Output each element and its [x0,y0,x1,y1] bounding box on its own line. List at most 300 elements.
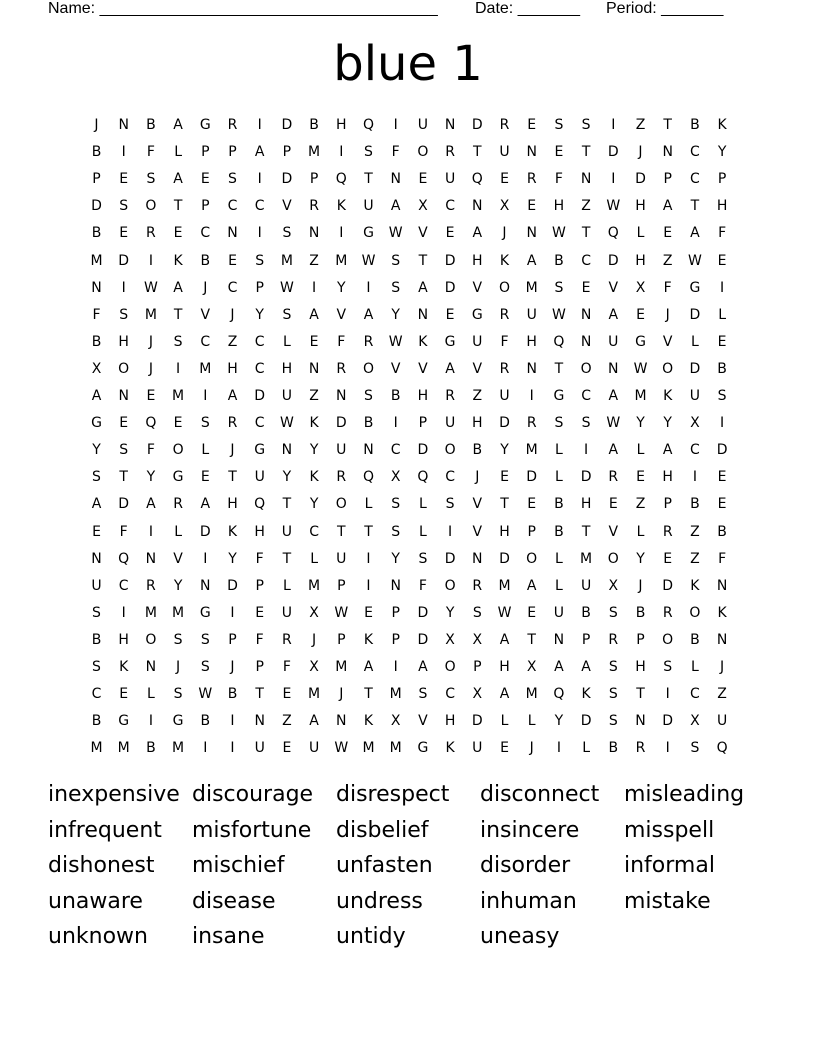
grid-letter: N [662,144,673,161]
grid-letter: X [690,713,700,730]
grid-letter: L [527,713,536,730]
page-title: blue 1 [333,36,483,92]
grid-letter: K [173,252,183,269]
grid-letter: V [418,713,428,730]
grid-letter: R [445,388,455,404]
grid-letter: R [227,117,238,133]
grid-letter: N [390,171,401,188]
grid-letter: I [529,388,534,404]
grid-letter: Q [362,469,375,486]
word-bank-item: informal [624,853,715,879]
grid-letter: N [281,442,293,459]
grid-letter: E [364,604,373,621]
grid-letter: T [473,144,482,161]
grid-letter: D [254,388,266,404]
grid-letter: Y [391,550,400,567]
grid-letter: J [148,333,153,350]
grid-letter: I [339,225,344,242]
grid-letter: C [118,577,129,594]
grid-letter: E [173,225,183,242]
grid-letter: N [580,306,592,323]
grid-letter: A [363,659,374,675]
grid-letter: N [716,577,728,594]
grid-letter: B [200,252,211,269]
grid-letter: E [119,686,129,703]
grid-letter: N [254,713,265,730]
grid-letter: E [445,225,455,242]
grid-letter: T [119,469,128,486]
grid-letter: O [444,442,456,459]
grid-letter: B [227,686,238,703]
grid-letter: Z [472,388,483,404]
grid-letter: K [363,631,374,648]
grid-letter: I [121,279,126,296]
grid-letter: M [280,252,293,269]
grid-letter: B [554,523,564,540]
grid-letter: L [554,469,563,486]
grid-letter: F [718,550,727,567]
grid-letter: T [364,686,373,703]
grid-letter: A [690,225,700,242]
grid-letter: S [608,713,618,730]
grid-letter: I [366,577,371,594]
grid-letter: Y [255,306,264,323]
word-bank-item: mischief [192,853,285,879]
grid-letter: K [309,415,319,432]
grid-letter: G [118,713,130,730]
grid-letter: M [335,659,348,675]
word-bank-item: misspell [624,817,715,843]
word-bank-item: insincere [480,817,580,843]
grid-letter: H [716,198,728,215]
grid-letter: X [309,659,319,675]
grid-letter: M [144,604,157,621]
grid-letter: L [418,523,427,540]
word-bank-item: disrespect [336,782,450,807]
grid-letter: W [279,415,294,432]
grid-letter: D [444,550,456,567]
grid-letter: O [145,198,157,215]
grid-letter: S [472,604,482,621]
grid-letter: T [255,686,264,703]
grid-letter: S [255,252,265,269]
grid-letter: W [551,225,566,242]
grid-letter: E [92,523,101,540]
grid-letter: H [526,333,537,350]
grid-letter: Y [500,442,509,459]
grid-letter: B [635,604,646,621]
grid-letter: O [444,577,456,594]
grid-letter: O [689,604,701,621]
grid-letter: I [448,523,453,540]
grid-letter: O [662,360,674,377]
grid-letter: C [690,144,700,161]
word-bank-item: insane [192,924,265,950]
grid-letter: A [418,279,428,296]
grid-letter: T [364,523,373,540]
grid-letter: Y [228,550,237,567]
grid-letter: Q [417,469,429,486]
grid-letter: S [228,171,237,188]
grid-letter: N [608,360,619,377]
grid-letter: N [526,360,537,377]
grid-letter: M [172,604,185,621]
word-bank-item: discourage [192,782,314,807]
grid-letter: P [391,631,400,648]
grid-letter: L [418,496,427,513]
grid-letter: S [92,469,101,486]
grid-letter: E [608,496,618,513]
grid-letter: L [554,550,563,567]
word-bank-item: disconnect [480,782,600,807]
grid-letter: H [635,198,646,215]
grid-letter: N [308,225,320,242]
grid-letter: L [636,442,645,459]
grid-letter: L [500,713,509,730]
grid-letter: N [635,713,646,730]
grid-letter: U [444,415,456,432]
grid-letter: N [227,225,238,242]
grid-letter: H [227,360,238,377]
grid-letter: P [418,415,428,432]
grid-letter: I [203,740,208,757]
grid-letter: F [500,333,509,350]
grid-letter: X [309,604,319,621]
grid-letter: B [146,117,156,133]
grid-letter: H [635,659,646,675]
grid-letter: T [663,117,672,133]
grid-letter: C [254,360,265,377]
grid-letter: I [230,713,235,730]
grid-letter: B [717,360,727,377]
grid-letter: D [607,144,619,161]
grid-letter: D [335,415,347,432]
grid-letter: W [551,306,566,323]
grid-letter: S [391,279,401,296]
grid-letter: K [309,469,319,486]
grid-letter: M [525,279,538,296]
grid-letter: J [529,740,534,757]
grid-letter: J [339,686,344,703]
grid-letter: I [230,740,235,757]
grid-letter: P [309,171,319,188]
grid-letter: W [361,252,376,269]
grid-letter: B [608,740,619,757]
grid-letter: X [445,631,455,648]
grid-letter: S [200,659,210,675]
grid-letter: R [227,415,238,432]
grid-letter: I [257,171,262,188]
grid-letter: K [663,388,673,404]
grid-letter: X [526,659,537,675]
grid-letter: O [662,631,674,648]
grid-letter: M [580,550,593,567]
grid-letter: I [203,388,208,404]
grid-letter: A [526,252,537,269]
grid-letter: S [119,442,129,459]
grid-letter: J [148,360,153,377]
grid-letter: P [255,279,264,296]
grid-letter: R [309,198,319,215]
grid-letter: T [228,469,237,486]
grid-letter: I [393,659,398,675]
grid-letter: B [309,117,319,133]
word-bank-item: inhuman [480,888,577,914]
grid-letter: E [200,469,210,486]
grid-letter: R [336,469,347,486]
grid-letter: A [472,225,483,242]
grid-letter: U [363,198,374,215]
grid-letter: O [498,279,511,296]
grid-letter: C [445,198,455,215]
grid-letter: Z [227,333,238,350]
grid-letter: T [337,523,346,540]
grid-letter: E [717,496,727,513]
grid-letter: V [173,550,183,567]
grid-letter: Q [254,496,266,513]
grid-letter: R [146,225,156,242]
grid-letter: I [148,713,153,730]
grid-letter: U [91,577,102,594]
grid-letter: L [282,333,291,350]
grid-letter: S [282,225,292,242]
grid-letter: E [200,171,210,188]
grid-letter: K [418,333,428,350]
grid-letter: Q [716,740,728,757]
grid-letter: D [716,442,728,459]
grid-letter: Y [663,415,672,432]
word-bank-item: infrequent [48,817,162,843]
grid-letter: D [281,117,293,133]
grid-letter: N [200,577,211,594]
grid-letter: I [665,740,670,757]
grid-letter: U [608,333,619,350]
grid-letter: Q [145,415,157,432]
grid-letter: F [146,442,155,459]
grid-letter: L [718,306,726,323]
grid-letter: D [281,171,293,188]
grid-letter: P [92,171,101,188]
grid-letter: I [366,550,371,567]
grid-letter: N [145,550,157,567]
grid-letter: Q [607,225,619,242]
grid-letter: U [336,550,347,567]
grid-letter: I [611,117,616,133]
grid-letter: A [581,659,591,675]
grid-letter: Z [717,686,727,703]
grid-letter: N [472,198,483,215]
grid-letter: R [499,360,510,377]
grid-letter: G [91,415,102,432]
grid-letter: B [91,713,102,730]
grid-letter: Z [635,117,646,133]
grid-letter: M [117,740,130,757]
grid-letter: Z [581,198,591,215]
grid-letter: A [499,631,510,648]
grid-letter: I [720,279,725,296]
grid-letter: J [94,117,99,133]
word-bank-item: inexpensive [48,782,180,807]
grid-letter: W [633,360,648,377]
grid-letter: D [118,252,130,269]
grid-letter: Z [635,496,646,513]
grid-letter: P [255,577,264,594]
grid-letter: S [173,333,183,350]
grid-letter: S [608,604,618,621]
grid-letter: B [91,144,102,161]
grid-letter: E [282,686,292,703]
period-field-label: Period: _______ [606,0,724,17]
grid-letter: N [308,360,320,377]
grid-letter: R [526,171,537,188]
grid-letter: U [580,577,592,594]
grid-letter: U [281,523,293,540]
grid-letter: R [499,306,510,323]
grid-letter: V [608,279,619,296]
grid-letter: I [366,279,371,296]
grid-letter: L [554,442,563,459]
grid-letter: N [472,550,483,567]
grid-letter: P [228,144,237,161]
grid-letter: R [173,496,183,513]
grid-letter: A [526,577,537,594]
grid-letter: D [580,713,592,730]
grid-letter: Q [362,117,375,133]
grid-letter: K [717,604,727,621]
grid-letter: G [471,306,483,323]
grid-letter: D [635,171,646,188]
grid-letter: F [554,171,563,188]
grid-letter: W [334,604,349,621]
grid-letter: R [146,577,156,594]
grid-letter: T [364,171,373,188]
grid-letter: A [227,388,238,404]
grid-letter: D [444,252,456,269]
grid-letter: W [143,279,158,296]
grid-letter: Y [717,144,727,161]
grid-letter: T [418,252,428,269]
grid-letter: E [119,225,129,242]
grid-letter: J [475,469,480,486]
grid-letter: N [390,577,401,594]
grid-letter: T [500,496,509,513]
grid-letter: T [527,631,536,648]
grid-letter: T [282,496,292,513]
grid-letter: F [718,225,727,242]
grid-letter: S [554,279,564,296]
grid-letter: G [363,225,374,242]
grid-letter: O [607,550,619,567]
grid-letter: A [363,306,374,323]
grid-letter: G [199,117,211,133]
grid-letter: S [608,686,618,703]
word-bank-item: disbelief [336,817,429,843]
grid-letter: N [716,631,728,648]
grid-letter: V [418,360,428,377]
grid-letter: D [526,469,538,486]
grid-letter: X [91,360,102,377]
grid-letter: E [527,604,537,621]
grid-letter: N [145,659,157,675]
grid-letter: C [254,415,265,432]
grid-letter: B [200,713,211,730]
grid-letter: Y [636,415,645,432]
grid-letter: F [92,306,101,323]
grid-letter: M [199,360,212,377]
grid-letter: M [308,686,321,703]
grid-letter: I [121,604,126,621]
grid-letter: S [391,252,401,269]
grid-letter: D [417,604,429,621]
grid-letter: P [663,496,672,513]
grid-letter: L [364,496,373,513]
grid-letter: G [172,469,184,486]
grid-letter: V [282,198,292,215]
grid-letter: I [339,144,344,161]
grid-letter: Q [471,171,483,188]
grid-letter: R [445,144,455,161]
grid-letter: Y [173,577,183,594]
grid-letter: C [690,442,700,459]
grid-letter: E [663,225,673,242]
grid-letter: T [173,306,183,323]
grid-letter: H [227,496,238,513]
grid-letter: P [717,171,727,188]
grid-letter: E [500,171,509,188]
grid-letter: O [444,659,456,675]
grid-letter: D [662,713,674,730]
grid-letter: X [690,415,700,432]
grid-letter: I [611,171,616,188]
grid-letter: P [391,604,400,621]
grid-letter: H [444,713,456,730]
grid-letter: B [554,496,564,513]
word-bank-item: disorder [480,853,571,879]
grid-letter: K [336,198,346,215]
grid-letter: P [337,577,346,594]
grid-letter: V [472,360,483,377]
grid-letter: B [390,388,401,404]
grid-letter: J [638,577,643,594]
grid-letter: P [581,631,591,648]
grid-letter: T [636,686,645,703]
grid-letter: U [444,171,456,188]
grid-letter: N [580,333,592,350]
grid-letter: S [690,740,700,757]
grid-letter: G [444,333,456,350]
grid-letter: B [690,631,700,648]
grid-letter: E [146,388,156,404]
grid-letter: Y [337,279,346,296]
grid-letter: I [148,252,153,269]
grid-letter: W [606,198,621,215]
grid-letter: D [471,713,483,730]
grid-letter: D [444,279,456,296]
grid-letter: V [472,496,483,513]
grid-letter: R [282,631,292,648]
grid-letter: C [309,523,319,540]
grid-letter: X [390,713,401,730]
grid-letter: D [91,198,102,215]
grid-letter: N [526,144,537,161]
grid-letter: K [717,117,727,133]
grid-letter: N [336,713,347,730]
grid-letter: S [364,388,373,404]
word-bank-item: mistake [624,888,711,914]
grid-letter: S [445,496,455,513]
grid-letter: B [690,117,700,133]
grid-letter: B [91,631,102,648]
